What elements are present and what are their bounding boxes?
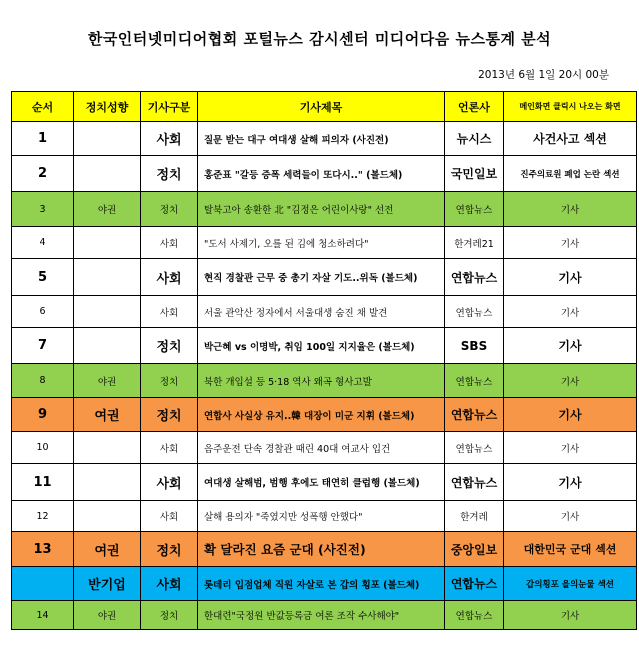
table-row — [12, 227, 637, 259]
row-title: 홍준표 "갈등 증폭 세력들이 또다시.." (볼드체) — [198, 156, 445, 192]
row-lean — [74, 501, 141, 532]
row-lean — [74, 227, 141, 259]
row-publisher: 뉴시스 — [445, 122, 504, 156]
row-lean: 여권 — [74, 398, 141, 432]
row-category: 정치 — [141, 364, 198, 398]
row-position: 기사 — [504, 398, 637, 432]
row-no: 12 — [12, 501, 74, 532]
row-title: 연합사 사실상 유지..韓 대장이 미군 지휘 (볼드체) — [198, 398, 445, 432]
row-publisher: 중앙일보 — [445, 532, 504, 567]
row-title: 질문 받는 대구 여대생 살해 피의자 (사진전) — [198, 122, 445, 156]
table-row — [12, 122, 637, 156]
row-lean: 여권 — [74, 532, 141, 567]
row-no: 9 — [12, 398, 74, 432]
row-title: 북한 개입설 등 5·18 역사 왜곡 형사고발 — [198, 364, 445, 398]
news-stats-table — [11, 91, 637, 630]
row-category: 사회 — [141, 464, 198, 501]
row-position: 기사 — [504, 296, 637, 328]
row-position: 기사 — [504, 464, 637, 501]
row-category: 사회 — [141, 432, 198, 464]
row-publisher: 연합뉴스 — [445, 464, 504, 501]
row-title: 한대련"국정원 반값등록금 여론 조작 수사해야" — [198, 601, 445, 630]
table-row — [12, 156, 637, 192]
row-category: 정치 — [141, 601, 198, 630]
timestamp: 2013년 6월 1일 20시 00분 — [478, 69, 609, 81]
row-publisher: 연합뉴스 — [445, 567, 504, 601]
row-category: 사회 — [141, 501, 198, 532]
row-lean — [74, 296, 141, 328]
row-no: 11 — [12, 464, 74, 501]
header-title: 기사제목 — [198, 92, 445, 122]
row-title: "도서 사제기, 오를 된 김에 청소하려다" — [198, 227, 445, 259]
row-category: 정치 — [141, 156, 198, 192]
row-publisher: 연합뉴스 — [445, 259, 504, 296]
row-position: 기사 — [504, 328, 637, 364]
row-publisher: 연합뉴스 — [445, 601, 504, 630]
row-publisher: 연합뉴스 — [445, 432, 504, 464]
header-lean: 정치성향 — [74, 92, 141, 122]
row-lean: 야권 — [74, 192, 141, 227]
header-publisher: 언론사 — [445, 92, 504, 122]
row-title: 현직 경찰관 근무 중 총기 자살 기도..위독 (볼드체) — [198, 259, 445, 296]
row-position: 기사 — [504, 192, 637, 227]
table-row — [12, 532, 637, 567]
row-title: 탈북고아 송환한 北 "김정은 어린이사랑" 선전 — [198, 192, 445, 227]
row-position: 기사 — [504, 227, 637, 259]
row-position: 기사 — [504, 501, 637, 532]
row-category: 정치 — [141, 398, 198, 432]
row-no: 5 — [12, 259, 74, 296]
row-publisher: 한겨레21 — [445, 227, 504, 259]
row-no: 2 — [12, 156, 74, 192]
row-no: 7 — [12, 328, 74, 364]
row-title: 음주운전 단속 경찰관 때린 40대 여교사 입건 — [198, 432, 445, 464]
table-row — [12, 296, 637, 328]
row-position: 기사 — [504, 432, 637, 464]
row-no: 4 — [12, 227, 74, 259]
row-category: 정치 — [141, 532, 198, 567]
row-category: 사회 — [141, 227, 198, 259]
row-lean: 야권 — [74, 601, 141, 630]
row-position: 진주의료원 폐업 논란 섹션 — [504, 156, 637, 192]
row-title: 확 달라진 요즘 군대 (사진전) — [198, 532, 445, 567]
table-row — [12, 259, 637, 296]
row-category: 사회 — [141, 122, 198, 156]
table-row — [12, 192, 637, 227]
row-title: 박근혜 vs 이명박, 취임 100일 지지율은 (볼드체) — [198, 328, 445, 364]
row-title: 살해 용의자 "죽였지만 성폭행 안했다" — [198, 501, 445, 532]
row-category: 사회 — [141, 296, 198, 328]
row-category: 정치 — [141, 328, 198, 364]
row-category: 사회 — [141, 567, 198, 601]
row-title: 서울 관악산 정자에서 서울대생 숨진 채 발견 — [198, 296, 445, 328]
header-category: 기사구분 — [141, 92, 198, 122]
row-no: 6 — [12, 296, 74, 328]
row-lean — [74, 432, 141, 464]
row-no: 10 — [12, 432, 74, 464]
row-title: 여대생 살해범, 범행 후에도 태연히 클럽행 (볼드체) — [198, 464, 445, 501]
row-position: 사건사고 섹션 — [504, 122, 637, 156]
row-publisher: 국민일보 — [445, 156, 504, 192]
table-row — [12, 567, 637, 601]
row-category: 정치 — [141, 192, 198, 227]
row-publisher: 연합뉴스 — [445, 296, 504, 328]
table-row — [12, 432, 637, 464]
row-publisher: 연합뉴스 — [445, 398, 504, 432]
row-lean — [74, 122, 141, 156]
row-publisher: SBS — [445, 328, 504, 364]
row-category: 사회 — [141, 259, 198, 296]
header-no: 순서 — [12, 92, 74, 122]
row-no — [12, 567, 74, 601]
table-header-row — [12, 92, 637, 122]
row-no: 13 — [12, 532, 74, 567]
row-publisher: 연합뉴스 — [445, 192, 504, 227]
row-position: 갑의횡포 을의눈물 섹션 — [504, 567, 637, 601]
row-no: 8 — [12, 364, 74, 398]
table-row — [12, 501, 637, 532]
table-row — [12, 464, 637, 501]
row-publisher: 한겨레 — [445, 501, 504, 532]
page-title: 한국인터넷미디어협회 포털뉴스 감시센터 미디어다음 뉴스통계 분석 — [87, 30, 552, 48]
row-title: 롯데리 입점업체 직원 자살로 본 갑의 횡포 (볼드체) — [198, 567, 445, 601]
row-position: 기사 — [504, 364, 637, 398]
row-position: 기사 — [504, 601, 637, 630]
row-no: 1 — [12, 122, 74, 156]
row-lean: 야권 — [74, 364, 141, 398]
row-publisher: 연합뉴스 — [445, 364, 504, 398]
row-position: 기사 — [504, 259, 637, 296]
table-row — [12, 601, 637, 630]
table-row — [12, 364, 637, 398]
header-position: 메인화면 클릭시 나오는 화면 — [504, 92, 637, 122]
row-no: 3 — [12, 192, 74, 227]
row-lean — [74, 156, 141, 192]
row-lean — [74, 328, 141, 364]
row-position: 대한민국 군대 섹션 — [504, 532, 637, 567]
row-no: 14 — [12, 601, 74, 630]
row-lean — [74, 259, 141, 296]
row-lean — [74, 464, 141, 501]
table-row — [12, 328, 637, 364]
row-lean: 반기업 — [74, 567, 141, 601]
table-row — [12, 398, 637, 432]
